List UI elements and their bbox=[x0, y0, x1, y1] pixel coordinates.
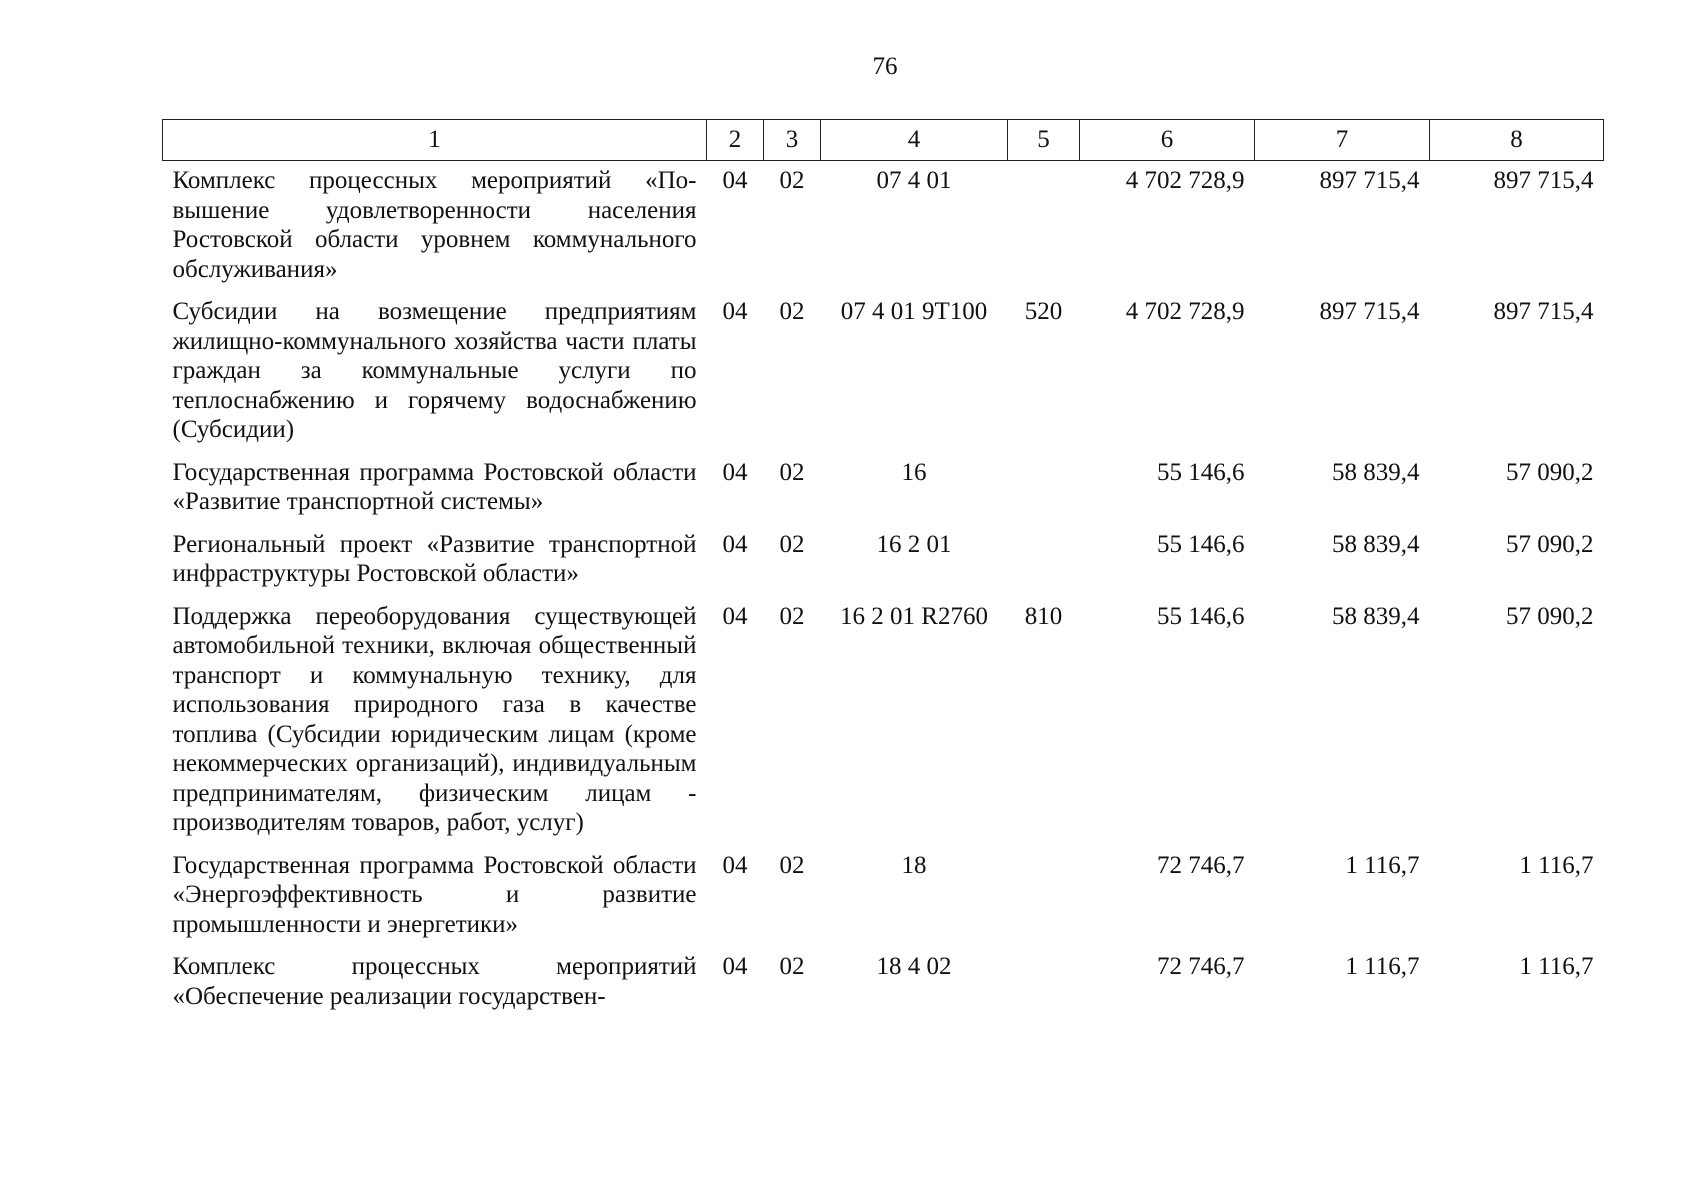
table-row bbox=[163, 846, 1604, 948]
row-expense-type: 520 bbox=[1024, 298, 1063, 325]
row-target-code: 07 4 01 9Т100 bbox=[840, 298, 988, 325]
row-name: Комплекс процессных мероприятий «Обеспечение реализации государствен- bbox=[172, 953, 697, 1010]
table-row bbox=[163, 161, 1604, 293]
table-row bbox=[163, 947, 1604, 1019]
row-expense-type bbox=[1008, 525, 1080, 597]
row-target-code: 16 bbox=[901, 458, 927, 486]
row-target-code: 16 2 01 R2760 bbox=[840, 602, 988, 630]
row-amount-year-1: 55 146,6 bbox=[1157, 602, 1245, 630]
row-expense-type bbox=[1008, 161, 1080, 293]
row-amount-year-1: 55 146,6 bbox=[1157, 458, 1245, 486]
table-row bbox=[163, 453, 1604, 525]
row-amount-year-1: 55 146,6 bbox=[1157, 530, 1245, 558]
row-expense-type: 810 bbox=[1024, 602, 1063, 630]
row-subsection: 02 bbox=[779, 602, 805, 630]
row-amount-year-2: 1 116,7 bbox=[1345, 953, 1420, 980]
row-expense-type bbox=[1008, 453, 1080, 525]
column-header-6: 6 bbox=[1080, 120, 1255, 161]
row-target-code: 18 bbox=[901, 851, 927, 879]
table-header bbox=[163, 120, 1604, 161]
row-section: 04 bbox=[722, 458, 748, 486]
row-name: Государственная программа Ростовской области «Развитие транспортной системы» bbox=[172, 458, 697, 515]
row-amount-year-1: 4 702 728,9 bbox=[1125, 298, 1245, 325]
row-name: Субсидии на возмещение предприятиям жилищно-коммунального хозяйства части платы граждан за коммунальные услуги по теплоснабжению и горячему водоснабжению (Субсидии) bbox=[172, 298, 697, 443]
column-header-3: 3 bbox=[764, 120, 821, 161]
row-amount-year-2: 897 715,4 bbox=[1319, 298, 1420, 325]
row-amount-year-3: 897 715,4 bbox=[1493, 167, 1594, 194]
table-row bbox=[163, 597, 1604, 846]
row-amount-year-2: 58 839,4 bbox=[1332, 530, 1420, 558]
row-target-code: 16 2 01 bbox=[876, 530, 952, 558]
column-header-7: 7 bbox=[1255, 120, 1430, 161]
row-subsection: 02 bbox=[779, 851, 805, 879]
row-subsection: 02 bbox=[779, 530, 805, 558]
row-amount-year-1: 72 746,7 bbox=[1157, 953, 1245, 980]
row-amount-year-1: 4 702 728,9 bbox=[1125, 167, 1245, 194]
row-section: 04 bbox=[722, 602, 748, 630]
row-subsection: 02 bbox=[779, 298, 805, 325]
table-row bbox=[163, 525, 1604, 597]
row-subsection: 02 bbox=[779, 167, 805, 194]
row-name: Поддержка переоборудования существующей автомобильной техники, включая общественный транспорт и коммунальную технику, для использования природного газа в качестве топлива (Субсидии юридическим лицам (кроме некоммерческих организаций), индивидуальным предпринимателям, физическим лицам - производителям товаров, работ, услуг) bbox=[172, 602, 697, 836]
row-amount-year-3: 57 090,2 bbox=[1506, 458, 1594, 486]
row-section: 04 bbox=[722, 953, 748, 980]
table-body bbox=[163, 161, 1604, 1020]
row-amount-year-2: 1 116,7 bbox=[1345, 851, 1420, 879]
row-section: 04 bbox=[722, 530, 748, 558]
row-subsection: 02 bbox=[779, 953, 805, 980]
column-header-5: 5 bbox=[1008, 120, 1080, 161]
row-name: Комплекс процессных мероприятий «Повышение удовлетворенности населения Ростовской области уровнем коммунального обслуживания» bbox=[172, 167, 697, 283]
column-header-8: 8 bbox=[1430, 120, 1604, 161]
header-row bbox=[163, 120, 1604, 161]
row-amount-year-3: 57 090,2 bbox=[1506, 530, 1594, 558]
column-header-4: 4 bbox=[821, 120, 1008, 161]
budget-table bbox=[162, 119, 1604, 1019]
row-name: Государственная программа Ростовской области «Энергоэффективность и развитие промышленности и энергетики» bbox=[172, 851, 697, 938]
table-row bbox=[163, 292, 1604, 453]
page-number: 76 bbox=[872, 53, 898, 80]
row-amount-year-2: 58 839,4 bbox=[1332, 458, 1420, 486]
row-target-code: 07 4 01 bbox=[876, 167, 952, 194]
row-amount-year-2: 58 839,4 bbox=[1332, 602, 1420, 630]
column-header-1: 1 bbox=[163, 120, 707, 161]
row-expense-type bbox=[1008, 947, 1080, 1019]
row-name: Региональный проект «Развитие транспортной инфраструктуры Ростовской области» bbox=[172, 530, 697, 587]
row-section: 04 bbox=[722, 298, 748, 325]
row-expense-type bbox=[1008, 846, 1080, 948]
column-header-2: 2 bbox=[707, 120, 764, 161]
row-amount-year-3: 57 090,2 bbox=[1506, 602, 1594, 630]
row-amount-year-2: 897 715,4 bbox=[1319, 167, 1420, 194]
row-target-code: 18 4 02 bbox=[876, 953, 952, 980]
row-subsection: 02 bbox=[779, 458, 805, 486]
row-amount-year-1: 72 746,7 bbox=[1157, 851, 1245, 879]
row-section: 04 bbox=[722, 851, 748, 879]
row-amount-year-3: 1 116,7 bbox=[1519, 953, 1594, 980]
row-section: 04 bbox=[722, 167, 748, 194]
row-amount-year-3: 1 116,7 bbox=[1519, 851, 1594, 879]
row-amount-year-3: 897 715,4 bbox=[1493, 298, 1594, 325]
